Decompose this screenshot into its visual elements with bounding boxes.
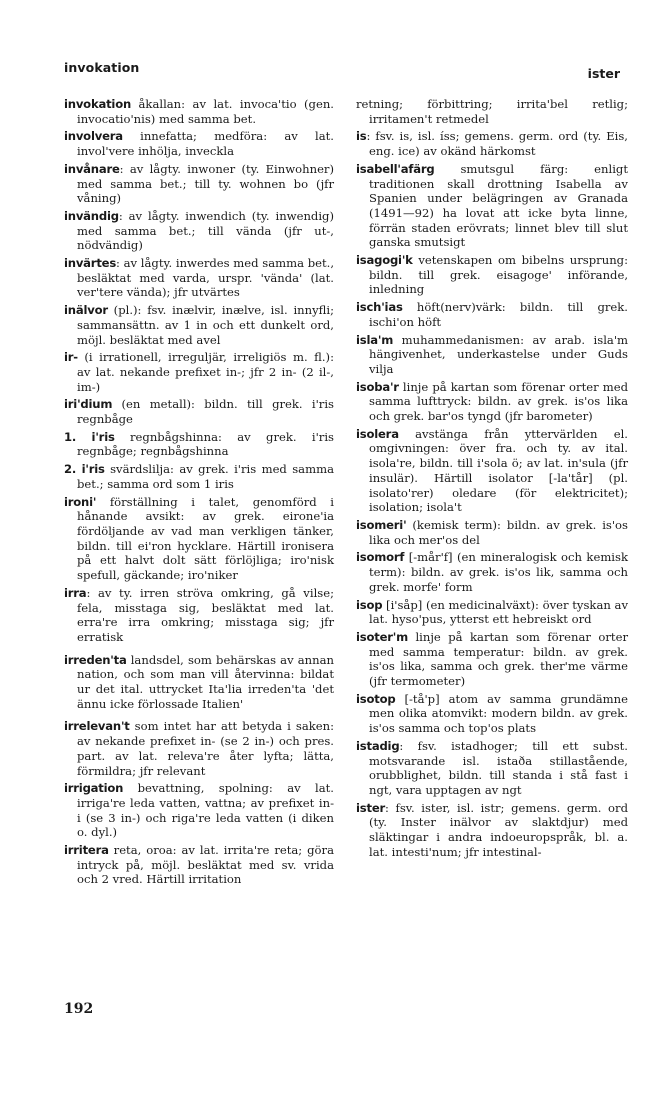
- entry-ironi: ironi' förställning i talet, genomförd i hånande avsikt: av grek. eirone'ia fördöljande av vad man verkligen tänker, bildn. till ei'ron hycklare. Härtill ironisera på ett halvt dolt sätt förlöjliga; iro'nisk spefull, gäckande; iro'niker: [64, 494, 334, 583]
- headword: isomeri': [356, 517, 407, 532]
- entry-isomorf: isomorf [-mår'f] (en mineralogisk och kemisk term): bildn. av grek. is'os lik, samma och grek. morfe' form: [356, 550, 628, 594]
- headword: 2. i'ris: [64, 462, 105, 477]
- headword: istadig: [356, 738, 400, 753]
- entry-involvera: involvera innefatta; medföra: av lat. invol'vere inhölja, inveckla: [64, 129, 334, 159]
- headword: isop: [356, 597, 383, 612]
- headword: involvera: [64, 129, 123, 144]
- headword: invärtes: [64, 256, 117, 271]
- entry-irredenta: irreden'ta landsdel, som behärskas av annan nation, och som man vill återvinna: bildat ur det ital. uttrycket Ita'lia irreden'ta 'det ännu icke förlossade Italien': [64, 652, 334, 711]
- entry-islam: isla'm muhammedanismen: av arab. isla'm hängivenhet, underkastelse under Guds vilja: [356, 332, 628, 376]
- headword: invändig: [64, 208, 119, 223]
- headword: irritera: [64, 843, 109, 858]
- entry-irrelevant: irrelevan't som intet har att betyda i saken: av nekande prefixet in- (se 2 in-) och pres. part. av lat. releva're åter lyfta; lätta, förmildra; jfr relevant: [64, 719, 334, 778]
- headword: invånare: [64, 161, 120, 176]
- entry-invokation: invokation åkallan: av lat. invoca'tio (gen. invocatio'nis) med samma bet.: [64, 97, 334, 126]
- entry-isagogik: isagogi'k vetenskapen om bibelns ursprung: bildn. till grek. eisagoge' införande, inledning: [356, 253, 628, 297]
- entry-inalvor: inälvor (pl.): fsv. inælvir, inælve, isl. innyfli; sammansättn. av 1 in och ett dunkelt ord, möjl. besläktat med avel: [64, 303, 334, 347]
- entry-ir: ir- (i irrationell, irreguljär, irreligiös m. fl.): av lat. nekande prefixet in-; jfr 2 in- (2 il-, im-): [64, 350, 334, 394]
- headword: isch'ias: [356, 300, 403, 315]
- headword: isoter'm: [356, 629, 408, 644]
- headword: irra: [64, 585, 87, 600]
- entry-ischias: isch'ias höft(nerv)värk: bildn. till grek. ischi'on höft: [356, 300, 628, 329]
- headword: isagogi'k: [356, 253, 413, 268]
- headword: irreden'ta: [64, 652, 127, 667]
- entry-irrigation: irrigation bevattning, spolning: av lat. irriga're leda vatten, vattna; av prefixet in- i (se 3 in-) och riga're leda vatten (i diken o. dyl.): [64, 781, 334, 840]
- page-number: 192: [64, 1001, 94, 1017]
- headword: irrigation: [64, 781, 124, 796]
- entry-isobar: isoba'r linje på kartan som förenar orter med samma lufttryck: bildn. av grek. is'os lika och grek. bar'os tyngd (jfr barometer): [356, 379, 628, 424]
- headword: isla'm: [356, 332, 394, 347]
- entry-is: is: fsv. is, isl. íss; gemens. germ. ord (ty. Eis, eng. ice) av okänd härkomst: [356, 129, 628, 159]
- right-column: [356, 97, 628, 862]
- entry-invartes: invärtes: av lågty. inwerdes med samma bet., besläktat med varda, urspr. 'vända' (lat. ver'tere vända); jfr utvärtes: [64, 256, 335, 300]
- entry-isabellafarg: isabell'afärg smutsgul färg: enligt traditionen skall drottning Isabella av Spanien under belägringen av Granada (1491—92) ha lovat att icke byta linne, förrän staden erövrats; linnet blev till slut ganska smutsigt: [356, 161, 628, 250]
- entry-invanare: invånare: av lågty. inwoner (ty. Einwohner) med samma bet.; till ty. wohnen bo (jfr våning): [64, 161, 334, 206]
- entry-isop: isop [i'såp] (en medicinalväxt): över tyskan av lat. hyso'pus, ytterst ett hebreiskt ord: [356, 597, 628, 627]
- entry-iris-2: 2. i'ris svärdslilja: av grek. i'ris med samma bet.; samma ord som 1 iris: [64, 462, 334, 491]
- entry-isolera: isolera avstänga från yttervärlden el. omgivningen: över fra. och ty. av ital. isola're, bildn. till i'sola ö; av lat. in'sula (jfr insulär). Härtill isolator [-la'tår] (pl. isolato'rer) oledare (för elektricitet); isolation; isola't: [356, 426, 628, 515]
- headword: isabell'afärg: [356, 161, 435, 176]
- running-head-right: ister: [587, 66, 620, 81]
- entry-irritation-cont: retning; förbittring; irrita'bel retlig; irritamen't retmedel: [356, 97, 628, 126]
- entry-ister: ister: fsv. ister, isl. istr; gemens. germ. ord (ty. Inster inälvor av slaktdjur) med släktingar i andra indoeuropspråk, bl. a. lat. intesti'num; jfr intestinal-: [356, 800, 628, 859]
- entry-iridium: iri'dium (en metall): bildn. till grek. i'ris regnbåge: [64, 397, 334, 427]
- headword: ister: [356, 800, 385, 815]
- headword: isolera: [356, 426, 399, 441]
- entry-invandig: invändig: av lågty. inwendich (ty. inwendig) med samma bet.; till vända (jfr ut-, nödvändig): [64, 208, 334, 253]
- headword: invokation: [64, 97, 132, 111]
- running-head-left: invokation: [64, 60, 140, 75]
- entry-iris-1: 1. i'ris regnbågshinna: av grek. i'ris regnbåge; regnbågshinna: [64, 429, 334, 459]
- headword: isomorf: [356, 550, 405, 565]
- headword: is: [356, 129, 367, 144]
- entry-istadig: istadig: fsv. istadhoger; till ett subst. motsvarande isl. istaða stillastående, orubblighet, bildn. till standa i stå fast i ngt, vara upptagen av ngt: [356, 738, 628, 797]
- headword: isoba'r: [356, 379, 399, 394]
- entry-irra: irra: av ty. irren ströva omkring, gå vilse; fela, misstaga sig, besläktat med lat. erra're irra omkring; misstaga sig; jfr erratisk: [64, 585, 334, 644]
- headword: ir-: [64, 350, 78, 365]
- entry-irritera: irritera reta, oroa: av lat. irrita're reta; göra intryck på, möjl. besläktat med sv. vrida och 2 vred. Härtill irritation: [64, 843, 334, 887]
- headword: 1. i'ris: [64, 429, 115, 444]
- left-column: [64, 97, 334, 890]
- entry-isoterm: isoter'm linje på kartan som förenar orter med samma temperatur: bildn. av grek. is'os lika, samma och grek. ther'me värme (jfr termometer): [356, 629, 628, 689]
- headword: irrelevan't: [64, 719, 130, 734]
- headword: iri'dium: [64, 397, 113, 412]
- headword: inälvor: [64, 303, 108, 318]
- entry-isotop: isotop [-tå'p] atom av samma grundämne men olika atomvikt: modern bildn. av grek. is'os samma och top'os plats: [356, 691, 628, 736]
- headword: isotop: [356, 691, 396, 706]
- entry-isomeri: isomeri' (kemisk term): bildn. av grek. is'os lika och mer'os del: [356, 517, 628, 547]
- headword: ironi': [64, 494, 97, 509]
